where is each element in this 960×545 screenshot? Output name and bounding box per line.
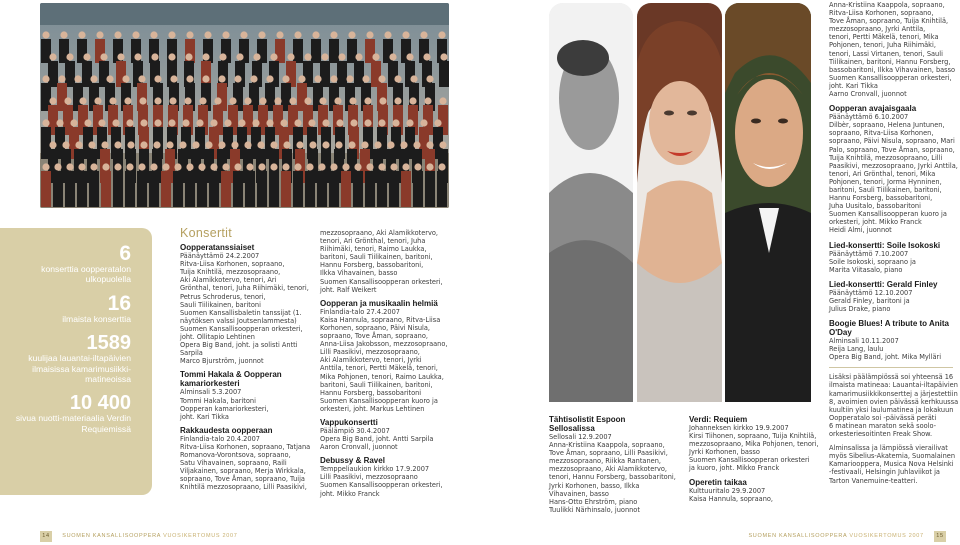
event-detail-line: Reija Lang, laulu	[829, 345, 884, 354]
event-detail-line: ilmaista matineaa: Lauantai-iltapäivien	[829, 381, 958, 390]
event-detail-line: joht. Ollitapio Lehtinen	[180, 333, 255, 342]
event-detail-line: orkesteri, joht. Mikko Franck	[829, 218, 922, 227]
event-detail-line: Anna-Kristiina Kaappola, sopraano,	[829, 1, 945, 9]
event-detail-line: Knihtilä mezzosopraano, Lilli Paasikivi,	[180, 483, 307, 492]
event-detail-line: Marita Viitasalo, piano	[829, 265, 903, 274]
event-title: Lied-konsertti: Gerald Finley	[829, 279, 938, 289]
event-list	[689, 415, 819, 503]
stat-3	[0, 333, 131, 384]
event-detail-line: Suomen Kansallisoopperan orkesteri,	[320, 277, 443, 286]
concert-column-e	[829, 1, 959, 485]
event-detail-line: sopraano, Ritva-Liisa Korhonen,	[829, 129, 934, 138]
portrait-photo-1	[549, 3, 633, 402]
summary-paragraph-2	[829, 444, 956, 485]
event-detail-line: mezzosopraano, Jyrki Anttila,	[829, 25, 926, 34]
stat-1	[0, 244, 131, 285]
event-detail-line: Alminsali 5.3.2007	[180, 388, 242, 397]
portrait-photo-3	[725, 3, 811, 402]
event-title: Operetin taikaa	[689, 477, 747, 487]
event-detail-line: Mika Pohjonen, tenori, Raimo Laukka,	[320, 372, 444, 381]
event-detail-line: baritoni, Sauli Tiilikainen, baritoni,	[320, 253, 433, 262]
concert-event	[829, 319, 953, 361]
stat-number: 10 400	[69, 392, 131, 415]
event-detail-line: tenori, Lassi Virtanen, tenori, Sauli	[829, 49, 943, 58]
event-detail-line: Päänäyttämö 24.2.2007	[180, 252, 260, 261]
footer-org: SUOMEN KANSALLISOOPPERA	[62, 533, 161, 539]
event-detail-line: baritoni, Sauli Tiilikainen, baritoni,	[829, 185, 942, 194]
event-detail-line: Tove Åman, sopraano, Tuija Knihtilä,	[829, 17, 949, 26]
event-detail-line: Tarton Vanemuine-teatteri.	[829, 476, 918, 485]
event-detail-line: Lilli Paasikivi, mezzosopraano,	[320, 348, 420, 357]
event-detail-line: Kaisa Hannula, sopraano, Ritva-Liisa	[320, 315, 441, 324]
event-detail-line: Soile Isokoski, sopraano ja	[829, 257, 916, 266]
event-detail-line: sopraano, Päivi Nisula, sopraano, Mari	[829, 137, 955, 146]
concert-event	[180, 426, 314, 492]
event-title: Debussy & Ravel	[320, 456, 385, 466]
event-detail-line: Aaron Cronvall, juonnot	[320, 443, 398, 452]
event-detail-line: tenori, Hannu Forsberg, bassobaritoni,	[549, 473, 676, 482]
event-detail-line: tenori, Ari Grönthal, tenori, Juha	[320, 237, 426, 246]
event-detail-line: Satu Vihavainen, sopraano, Raili	[180, 459, 287, 468]
concert-column-d	[689, 410, 819, 503]
event-detail-line: Alminsali 10.11.2007	[829, 337, 899, 346]
right-page	[480, 0, 960, 545]
event-detail-line: mezzosopraano, Mika Pohjonen, tenori,	[689, 440, 819, 449]
event-detail-line: Kaisa Hannula, sopraano,	[689, 494, 774, 503]
event-detail-line: Päänäyttämö 6.10.2007	[829, 113, 909, 122]
event-title: Vappukonsertti	[320, 417, 378, 427]
event-detail-line: Viljakainen, sopraano, Merja Wirkkala,	[180, 467, 306, 476]
concert-event	[180, 243, 314, 365]
event-detail-line: Juha Uusitalo, bassobaritoni	[829, 202, 921, 211]
stat-label: kuulijaa lauantai-iltapäivien ilmaisissa kamarimusiikki-matineoissa	[28, 353, 131, 385]
event-detail-line: Kirsi Tiihonen, sopraano, Tuija Knihtilä,	[689, 432, 817, 441]
event-title: Tommi Hakala & Oopperan kamariorkesteri	[180, 370, 282, 389]
event-detail-line: Riihimäki, tenori, Raimo Laukka,	[320, 245, 427, 254]
event-continuation	[320, 229, 448, 294]
event-detail-line: bassobaritoni, Ilkka Vihavainen, basso	[829, 65, 956, 74]
event-detail-line: Paasikivi, mezzosopraano, Jyrki Anttila,	[829, 161, 958, 170]
section-title: Konsertit	[180, 226, 233, 240]
event-detail-line: 6 matinean maraton sekä soolo-	[829, 421, 937, 430]
divider	[829, 367, 953, 368]
event-detail-line: orkesteri, joht. Markus Lehtinen	[320, 404, 425, 413]
concert-event	[549, 415, 676, 514]
event-detail-line: Pohjonen, tenori, Juha Riihimäki,	[829, 41, 936, 50]
concert-event	[829, 104, 958, 235]
event-detail-line: Finlandia-talo 27.4.2007	[320, 307, 400, 316]
footer-left	[40, 531, 238, 542]
stat-4	[0, 393, 131, 434]
event-detail-line: Suomen Kansallisoopperan orkesteri	[689, 456, 810, 465]
stat-label: konserttia oopperatalon ulkopuolella	[41, 264, 131, 285]
event-detail-line: Suomen Kansallisoopperan kuoro ja	[829, 210, 947, 219]
event-detail-line: Opera Big Band, joht. Antti Sarpila	[320, 435, 434, 444]
event-detail-line: ja kuoro, joht. Mikko Franck	[689, 464, 780, 473]
event-detail-line: Tuija Knihtilä, mezzosopraano,	[180, 268, 281, 277]
event-detail-line: Tuulikki Närhinsalo, juonnot	[549, 505, 640, 514]
concert-event	[689, 415, 819, 473]
event-detail-line: Pohjonen, tenori, Jorma Hynninen,	[829, 177, 942, 186]
stat-number: 6	[119, 242, 131, 265]
event-detail-line: Hannu Forsberg, bassobaritoni,	[320, 261, 424, 270]
event-detail-line: Päälämpiö 30.4.2007	[320, 426, 390, 435]
concert-column-b	[320, 229, 448, 498]
footer-right	[748, 531, 946, 542]
event-detail-line: Opera Big Band, joht. ja solisti Antti	[180, 341, 298, 350]
event-title: Oopperan ja musikaalin helmiä	[320, 298, 438, 308]
concert-event	[829, 280, 953, 313]
event-detail-line: Dilbèr, sopraano, Helena Juntunen,	[829, 121, 945, 130]
event-detail-line: Sauli Tiilikainen, baritoni	[180, 300, 261, 309]
event-detail-line: näytöksen valssi Joutsenlammesta)	[180, 316, 297, 325]
footer-doc: VUOSIKERTOMUS 2007	[849, 533, 924, 539]
event-detail-line: kamarimusiikkikonserttej a järjestettiin	[829, 389, 958, 398]
concert-event	[320, 299, 448, 413]
event-detail-line: Suomen Kansallisoopperan kuoro ja	[320, 396, 438, 405]
event-detail-line: Hannu Forsberg, bassobaritoni,	[829, 194, 933, 203]
stat-2	[0, 291, 131, 324]
event-list	[320, 299, 448, 498]
event-detail-line: mezzosopraano, Riikka Rantanen,	[549, 457, 661, 466]
event-detail-line: joht. Ralf Weikert	[320, 285, 377, 294]
event-detail-line: Sarpila	[180, 349, 203, 358]
page-number: 14	[40, 531, 52, 542]
event-detail-line: Tove Åman, sopraano, Lilli Paasikivi,	[549, 449, 668, 458]
event-detail-line: Vihavainen, basso	[549, 489, 609, 498]
event-detail-line: Korhonen, sopraano, Päivi Nisula,	[320, 323, 431, 332]
event-list	[180, 243, 314, 491]
event-detail-line: baritoni, Sauli Tiilikainen, baritoni,	[320, 380, 433, 389]
event-detail-line: Ritva-Liisa Korhonen, sopraano, Tatjana	[180, 442, 311, 451]
event-detail-line: joht. Kari Tikka	[180, 412, 229, 421]
event-detail-line: Temppeliaukion kirkko 17.9.2007	[320, 465, 430, 474]
event-detail-line: Romanova-Vorontsova, sopraano,	[180, 450, 291, 459]
event-title: Rakkaudesta oopperaan	[180, 425, 273, 435]
stat-label: ilmaista konserttia	[62, 313, 131, 324]
concert-event	[180, 370, 314, 420]
event-detail-line: Aarno Cronvall, juonnot	[829, 90, 907, 99]
event-detail-line: Lisäksi päälämpiössä soi yhteensä 16	[829, 373, 954, 382]
event-detail-line: Kulttuuritalo 29.9.2007	[689, 486, 766, 495]
stat-number: 1589	[86, 332, 131, 355]
event-detail-line: Jyrki Korhonen, basso	[689, 448, 760, 457]
footer-doc: VUOSIKERTOMUS 2007	[163, 533, 238, 539]
event-list	[549, 415, 676, 514]
event-detail-line: -festivaali, Helsingin Juhlaviikot ja	[829, 468, 940, 477]
event-detail-line: Suomen Kansallisoopperan orkesteri,	[829, 73, 952, 82]
concert-event	[689, 478, 809, 503]
event-detail-line: mezzosopraano, Aki Alamikkotervo,	[320, 229, 439, 237]
event-detail-line: Palo, sopraano, Tove Åman, sopraano,	[829, 145, 955, 154]
orchestra-photo	[40, 3, 449, 208]
event-detail-line: kuultiin yksi laulumatinea ja lokakuun	[829, 405, 954, 414]
event-detail-line: Aki Alamikkotervo, tenori, Jyrki	[320, 356, 422, 365]
event-detail-line: sopraano, Tove Åman, sopraano,	[320, 332, 428, 341]
event-detail-line: Marco Bjurström, juonnot	[180, 357, 264, 366]
stat-label: sivua nuotti-materiaalia Verdin Requiemissä	[15, 413, 131, 434]
event-list	[829, 104, 958, 362]
portrait-photo-2	[637, 3, 722, 402]
footer-org: SUOMEN KANSALLISOOPPERA	[748, 533, 848, 539]
event-detail-line: Heidi Almi, juonnot	[829, 226, 892, 235]
event-detail-line: Suomen Kansallisoopperan orkesteri,	[320, 481, 443, 490]
concert-event	[320, 418, 448, 451]
event-title: Oopperan avajaisgaala	[829, 104, 917, 114]
event-title: Tähtisolistit Espoon Sellosalissa	[549, 415, 626, 433]
event-detail-line: Päänäyttämö 7.10.2007	[829, 249, 909, 258]
event-detail-line: Petrus Schroderus, tenori,	[180, 292, 266, 301]
event-detail-line: Oopperatalo soi -päivässä peräti	[829, 413, 937, 422]
event-detail-line: Sellosali 12.9.2007	[549, 433, 612, 441]
event-detail-line: Ilkka Vihavainen, basso	[320, 269, 398, 278]
page-number: 15	[934, 531, 946, 542]
stat-number: 16	[107, 291, 131, 315]
event-title: Boogie Blues! A tribute to Anita O'Day	[829, 319, 949, 338]
event-detail-line: sopraano, Tove Åman, sopraano, Tuija	[180, 475, 305, 484]
event-detail-line: Grönthal, tenori, Juha Riihimäki, tenori,	[180, 284, 309, 293]
stats-band	[0, 228, 152, 495]
event-detail-line: Ritva-Liisa Korhonen, sopraano,	[829, 9, 934, 18]
event-detail-line: tenori, Pertti Mäkelä, tenori, Mika	[829, 33, 939, 42]
event-detail-line: Oopperan kamariorkesteri,	[180, 404, 269, 413]
event-title: Verdi: Requiem	[689, 415, 748, 424]
event-detail-line: Johanneksen kirkko 19.9.2007	[689, 424, 789, 432]
event-detail-line: mezzosopraano, Aki Alamikkotervo,	[549, 465, 668, 474]
event-detail-line: Kamariooppera, Musica Nova Helsinki	[829, 460, 954, 469]
event-detail-line: joht. Kari Tikka	[829, 81, 878, 90]
event-detail-line: Gerald Finley, baritoni ja	[829, 296, 910, 305]
event-detail-line: Tuija Knihtilä, mezzosopraano, Lilli	[829, 153, 943, 162]
event-detail-line: Finlandia-talo 20.4.2007	[180, 434, 260, 443]
event-detail-line: Julius Drake, piano	[829, 305, 891, 313]
event-title: Lied-konsertti: Soile Isokoski	[829, 240, 941, 250]
event-detail-line: Anna-Liisa Jakobsson, mezzosopraano,	[320, 340, 448, 349]
event-detail-line: Ritva-Liisa Korhonen, sopraano,	[180, 260, 285, 269]
event-detail-line: Jyrki Korhonen, basso, Ilkka	[549, 481, 640, 490]
concert-event	[320, 456, 448, 497]
event-detail-line: myös Sibelius-Akatemia, Suomalainen	[829, 452, 956, 461]
summary-paragraph-1	[829, 373, 959, 439]
event-detail-line: Suomen Kansallisoopperan orkesteri,	[180, 324, 303, 333]
event-detail-line: Hans-Otto Ehrström, piano	[549, 497, 638, 506]
event-detail-line: Hannu Forsberg, bassobaritoni	[320, 388, 422, 397]
event-detail-line: 8, avoimien ovien päivässä kerhkuussa	[829, 397, 959, 406]
event-detail-line: Tommi Hakala, baritoni	[180, 396, 256, 405]
event-detail-line: tenori, Ari Grönthal, tenori, Mika	[829, 169, 936, 178]
event-continuation	[829, 1, 956, 99]
concert-event	[829, 241, 953, 274]
event-detail-line: Anna-Kristiina Kaappola, sopraano,	[549, 441, 665, 450]
event-detail-line: orkesteriesoitinten Freak Show.	[829, 430, 933, 439]
event-detail-line: Lilli Paasikivi, mezzosopraano	[320, 473, 418, 482]
event-detail-line: Tiilikainen, baritoni, Hannu Forsberg,	[829, 57, 951, 66]
event-detail-line: Alminsalissa ja lämpiössä vierailivat	[829, 444, 948, 453]
event-detail-line: Päänäyttämö 12.10.2007	[829, 288, 913, 297]
event-detail-line: Anttila, tenori, Pertti Mäkelä, tenori,	[320, 364, 438, 373]
event-detail-line: joht. Mikko Franck	[320, 489, 380, 498]
event-title: Oopperatanssiaiset	[180, 243, 255, 253]
event-detail-line: Aki Alamikkotervo, tenori, Ari	[180, 276, 277, 285]
event-detail-line: Opera Big Band, joht. Mika Mylläri	[829, 353, 942, 362]
concert-column-c	[549, 410, 676, 514]
concert-column-a	[180, 226, 314, 492]
event-detail-line: Suomen Kansallisbaletin tanssijat (1.	[180, 308, 302, 317]
